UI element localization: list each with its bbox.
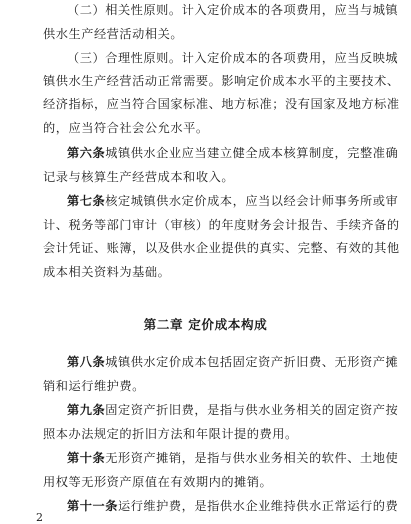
article-text: 运行维护费，是指供水企业维持供水正常运行的费 <box>117 499 399 513</box>
text-line: 镇供水生产经营活动正常需要。影响定价成本水平的主要技术、 <box>43 74 400 88</box>
text-line: 记录与核算生产经营成本和收入。 <box>43 170 235 184</box>
text-line: 的，应当符合社会公允水平。 <box>43 121 209 135</box>
article-label: 第九条 <box>67 403 106 417</box>
text-line: 成本相关资料为基础。 <box>43 265 171 279</box>
article-7 <box>67 193 398 209</box>
article-label: 第八条 <box>67 355 106 369</box>
page-number: 2 <box>36 511 43 524</box>
article-11 <box>67 498 398 514</box>
text-line: 用权等无形资产原值在有效期内的摊销。 <box>43 475 273 489</box>
text-line: 销和运行维护费。 <box>43 379 145 393</box>
text-line: （三）合理性原则。计入定价成本的各项费用，应当反映城 <box>67 51 399 65</box>
text-line: 会计凭证、账簿，以及供水企业提供的真实、完整、有效的其他 <box>43 241 400 255</box>
article-text: 城镇供水企业应当建立健全成本核算制度，完整准确 <box>105 146 399 160</box>
text-line: 经济指标，应当符合国家标准、地方标准；没有国家及地方标准 <box>43 97 400 111</box>
text-line: 照本办法规定的折旧方法和年限计提的费用。 <box>43 427 298 441</box>
article-9 <box>67 402 398 418</box>
text-line: （二）相关性原则。计入定价成本的各项费用，应当与城镇 <box>67 3 399 17</box>
article-text: 核定城镇供水定价成本，应当以经会计师事务所或审 <box>105 194 399 208</box>
text-line: 供水生产经营活动相关。 <box>43 27 184 41</box>
text-line: 计、税务等部门审计（审核）的年度财务会计报告、手续齐备的 <box>43 218 400 232</box>
article-text: 固定资产折旧费，是指与供水业务相关的固定资产按 <box>105 403 399 417</box>
article-label: 第六条 <box>67 146 106 160</box>
article-label: 第七条 <box>67 194 106 208</box>
article-text: 城镇供水定价成本包括固定资产折旧费、无形资产摊 <box>105 355 399 369</box>
article-6 <box>67 145 398 161</box>
article-label: 第十一条 <box>67 499 118 513</box>
article-label: 第十条 <box>67 451 106 465</box>
chapter-title: 第二章 定价成本构成 <box>143 317 268 332</box>
article-8 <box>67 354 398 370</box>
article-10 <box>67 450 398 466</box>
article-text: 无形资产摊销，是指与供水业务相关的软件、土地使 <box>105 451 399 465</box>
